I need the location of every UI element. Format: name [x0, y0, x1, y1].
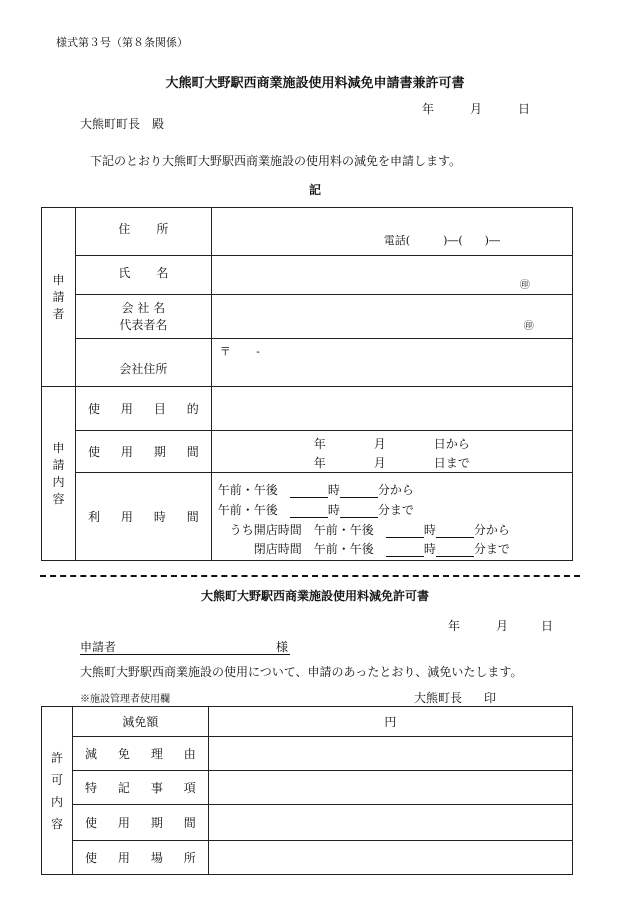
permit-group-label: 許 可 内 容	[42, 707, 73, 875]
permit-applicant-label: 申請者	[80, 640, 117, 654]
name-label: 氏 名	[75, 256, 211, 295]
close-hours-line: 閉店時間 午前・午後 時 分まで	[253, 542, 510, 556]
date-year: 年	[422, 102, 435, 116]
cut-line	[40, 575, 580, 577]
permit-period-label: 使 用 期 間	[72, 805, 208, 841]
place-label: 使 用 場 所	[72, 841, 208, 875]
permit-statement: 大熊町大野駅西商業施設の使用について、申請のあったとおり、減免いたします。	[80, 665, 523, 679]
company-address-field[interactable]	[211, 339, 572, 387]
permit-date-year: 年	[448, 619, 461, 633]
ki-label: 記	[309, 183, 322, 197]
period-field[interactable]: 年 月 日から 年 月 日まで	[211, 431, 572, 473]
hours-to-line: 午前・午後 時 分まで	[217, 503, 414, 517]
address-field[interactable]	[211, 208, 572, 256]
amount-label: 減免額	[72, 707, 208, 737]
mayor-label: 大熊町長	[414, 691, 463, 705]
phone-text: 電話( )―( )―	[383, 234, 500, 247]
form-number: 様式第３号（第８条関係）	[56, 36, 188, 49]
name-field[interactable]	[211, 256, 572, 295]
period-label: 使 用 期 間	[75, 431, 211, 473]
open-hours-line: うち開店時間 午前・午後 時 分から	[229, 523, 510, 537]
permit-date-day: 日	[541, 619, 554, 633]
seal-mark: ㊞	[519, 280, 530, 291]
place-field[interactable]	[208, 841, 572, 875]
company-field[interactable]	[211, 295, 572, 339]
permit-period-field[interactable]	[208, 805, 572, 841]
admin-note: ※施設管理者使用欄	[80, 694, 170, 705]
date-day: 日	[518, 102, 531, 116]
hours-label: 利 用 時 間	[75, 473, 211, 561]
purpose-field[interactable]	[211, 387, 572, 431]
hours-field[interactable]	[211, 473, 572, 561]
permit-date-month: 月	[496, 619, 509, 633]
applicant-group-label: 申 請 者	[42, 208, 76, 387]
company-address-label: 会社住所	[75, 339, 211, 387]
sama-label: 様	[275, 640, 288, 654]
permit-applicant-line	[80, 638, 290, 655]
addressee: 大熊町町長 殿	[80, 117, 165, 131]
permit-table	[41, 706, 573, 875]
remarks-field[interactable]	[208, 771, 572, 805]
document-title: 大熊町大野駅西商業施設使用料減免申請書兼許可書	[165, 76, 465, 91]
application-table	[41, 207, 573, 561]
purpose-label: 使 用 目 的	[75, 387, 211, 431]
reason-label: 減 免 理 由	[72, 737, 208, 771]
yen-label: 円	[384, 715, 397, 729]
permit-title: 大熊町大野駅西商業施設使用料減免許可書	[200, 589, 429, 603]
stamp-label: 印	[484, 691, 497, 705]
intro-text: 下記のとおり大熊町大野駅西商業施設の使用料の減免を申請します。	[90, 154, 462, 168]
date-month: 月	[470, 102, 483, 116]
remarks-label: 特 記 事 項	[72, 771, 208, 805]
reason-field[interactable]	[208, 737, 572, 771]
hours-from-line: 午前・午後 時 分から	[217, 483, 414, 497]
company-label: 会 社 名 代表者名	[75, 295, 211, 339]
content-group-label: 申 請 内 容	[42, 387, 76, 561]
address-label: 住 所	[75, 208, 211, 256]
amount-field[interactable]	[208, 707, 572, 737]
postal-mark: 〒 -	[219, 345, 260, 358]
seal-mark: ㊞	[523, 321, 534, 332]
